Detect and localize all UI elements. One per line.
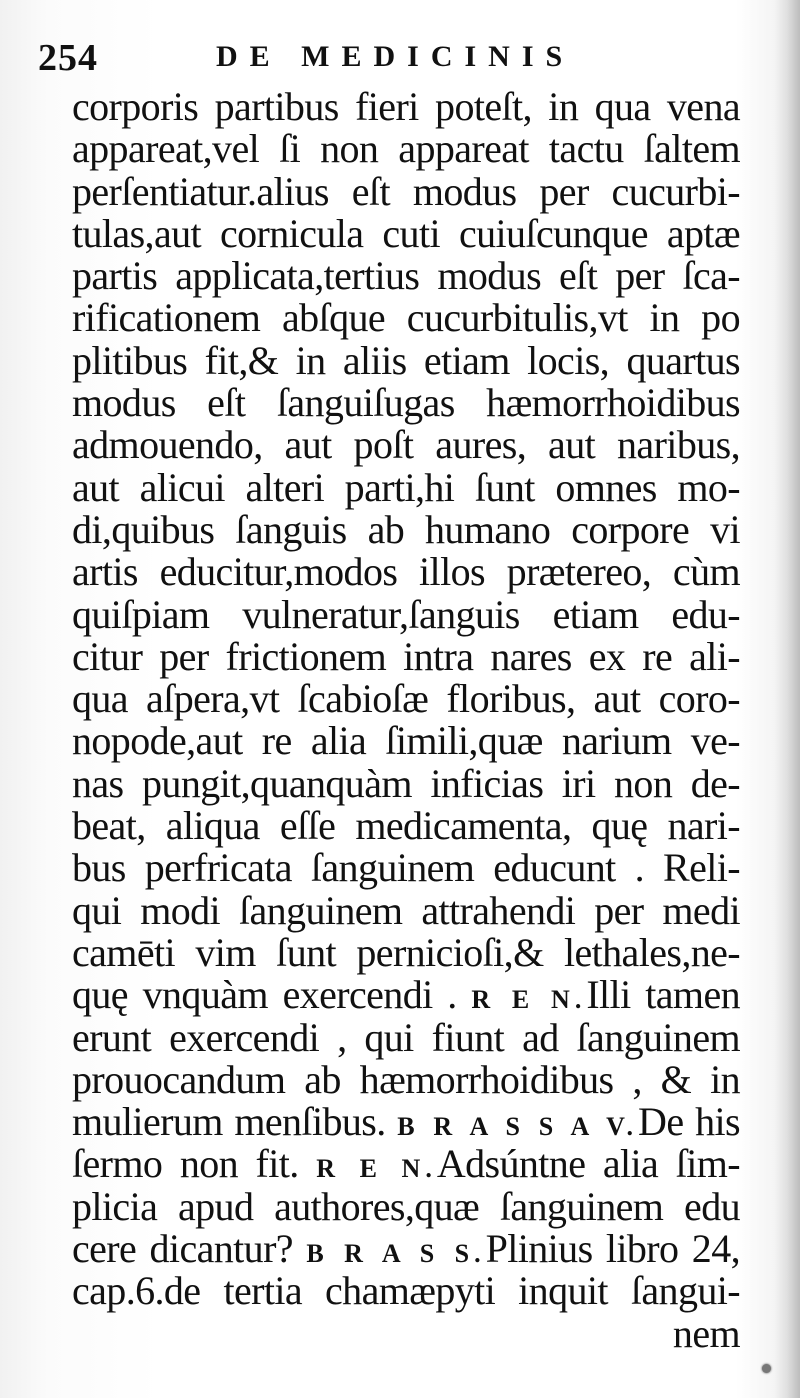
text-line: modus eſt ſanguiſugas hæmorrhoidibus — [72, 380, 740, 426]
ink-speck — [762, 1364, 771, 1373]
running-head: DE MEDICINIS — [216, 40, 575, 73]
text-line: plicia apud authores,quæ ſanguinem edu — [72, 1183, 740, 1229]
body-text — [72, 86, 740, 1355]
text-line — [72, 974, 740, 1016]
speaker-label-ren: R E N. — [471, 985, 587, 1015]
text-line: rificationem abſque cucurbitulis,vt in po — [72, 295, 740, 341]
text-line: artis educitur,modos illos prætereo, cùm — [72, 549, 740, 595]
text-line — [72, 1101, 740, 1143]
text-line: plitibus fit,& in aliis etiam locis, quartus — [72, 337, 740, 383]
text-line: citur per frictionem intra nares ex re ali- — [72, 633, 740, 679]
text-line: erunt exercendi , qui fiunt ad ſanguinem — [72, 1014, 740, 1060]
text-line: nopode,aut re alia ſimili,quæ narium ve- — [72, 718, 740, 764]
speaker-label-brass: B R A S S. — [306, 1239, 486, 1269]
text-line: camēti vim ſunt pernicioſi,& lethales,ne- — [72, 929, 740, 975]
text-segment: quę vnquàm exercendi . — [72, 972, 472, 1018]
text-line: prouocandum ab hæmorrhoidibus , & in — [72, 1056, 740, 1102]
text-line: appareat,vel ſi non appareat tactu ſaltem — [72, 126, 740, 172]
text-segment: ſermo non fit. — [72, 1141, 317, 1187]
text-line: perſentiatur.alius eſt modus per cucurbi- — [72, 168, 740, 214]
text-line: di,quibus ſanguis ab humano corpore vi — [72, 506, 740, 552]
text-segment: Illi tamen — [586, 972, 740, 1018]
text-line: tulas,aut cornicula cuti cuiuſcunque aptæ — [72, 210, 740, 256]
page-header — [38, 36, 638, 88]
text-line: corporis partibus fieri poteſt, in qua vena — [72, 84, 740, 129]
text-line: bus perfricata ſanguinem educunt . Reli- — [72, 845, 740, 891]
text-segment: Plinius libro 24, — [485, 1226, 740, 1272]
text-line: partis applicata,tertius modus eſt per ſca- — [72, 253, 740, 299]
text-line: admouendo, aut poſt aures, aut naribus, — [72, 422, 740, 468]
text-segment: mulierum menſibus. — [72, 1099, 398, 1145]
text-line: nas pungit,quanquàm inficias iri non de- — [72, 760, 740, 806]
text-line — [72, 1228, 740, 1270]
catchword: nem — [672, 1310, 740, 1356]
text-line: quiſpiam vulneratur,ſanguis etiam edu- — [72, 591, 740, 637]
text-line: beat, aliqua eſſe medicamenta, quę nari- — [72, 803, 740, 849]
text-segment: Adsúntne alia ſim- — [436, 1141, 740, 1187]
speaker-label-brassav: B R A S S A V. — [397, 1112, 639, 1142]
page-edge-shadow — [774, 0, 800, 1398]
text-line — [72, 1143, 740, 1185]
text-segment: cere dicantur? — [72, 1226, 307, 1272]
text-line: qui modi ſanguinem attrahendi per medi — [72, 887, 740, 933]
text-line: qua aſpera,vt ſcabioſæ floribus, aut coro- — [72, 676, 740, 722]
page-number: 254 — [38, 37, 98, 79]
text-line: aut alicui alteri parti,hi ſunt omnes mo- — [72, 464, 740, 510]
speaker-label-ren: R E N. — [316, 1154, 437, 1184]
text-segment: De his — [638, 1099, 740, 1145]
text-line: cap.6.de tertia chamæpyti inquit ſangui- — [72, 1268, 740, 1314]
